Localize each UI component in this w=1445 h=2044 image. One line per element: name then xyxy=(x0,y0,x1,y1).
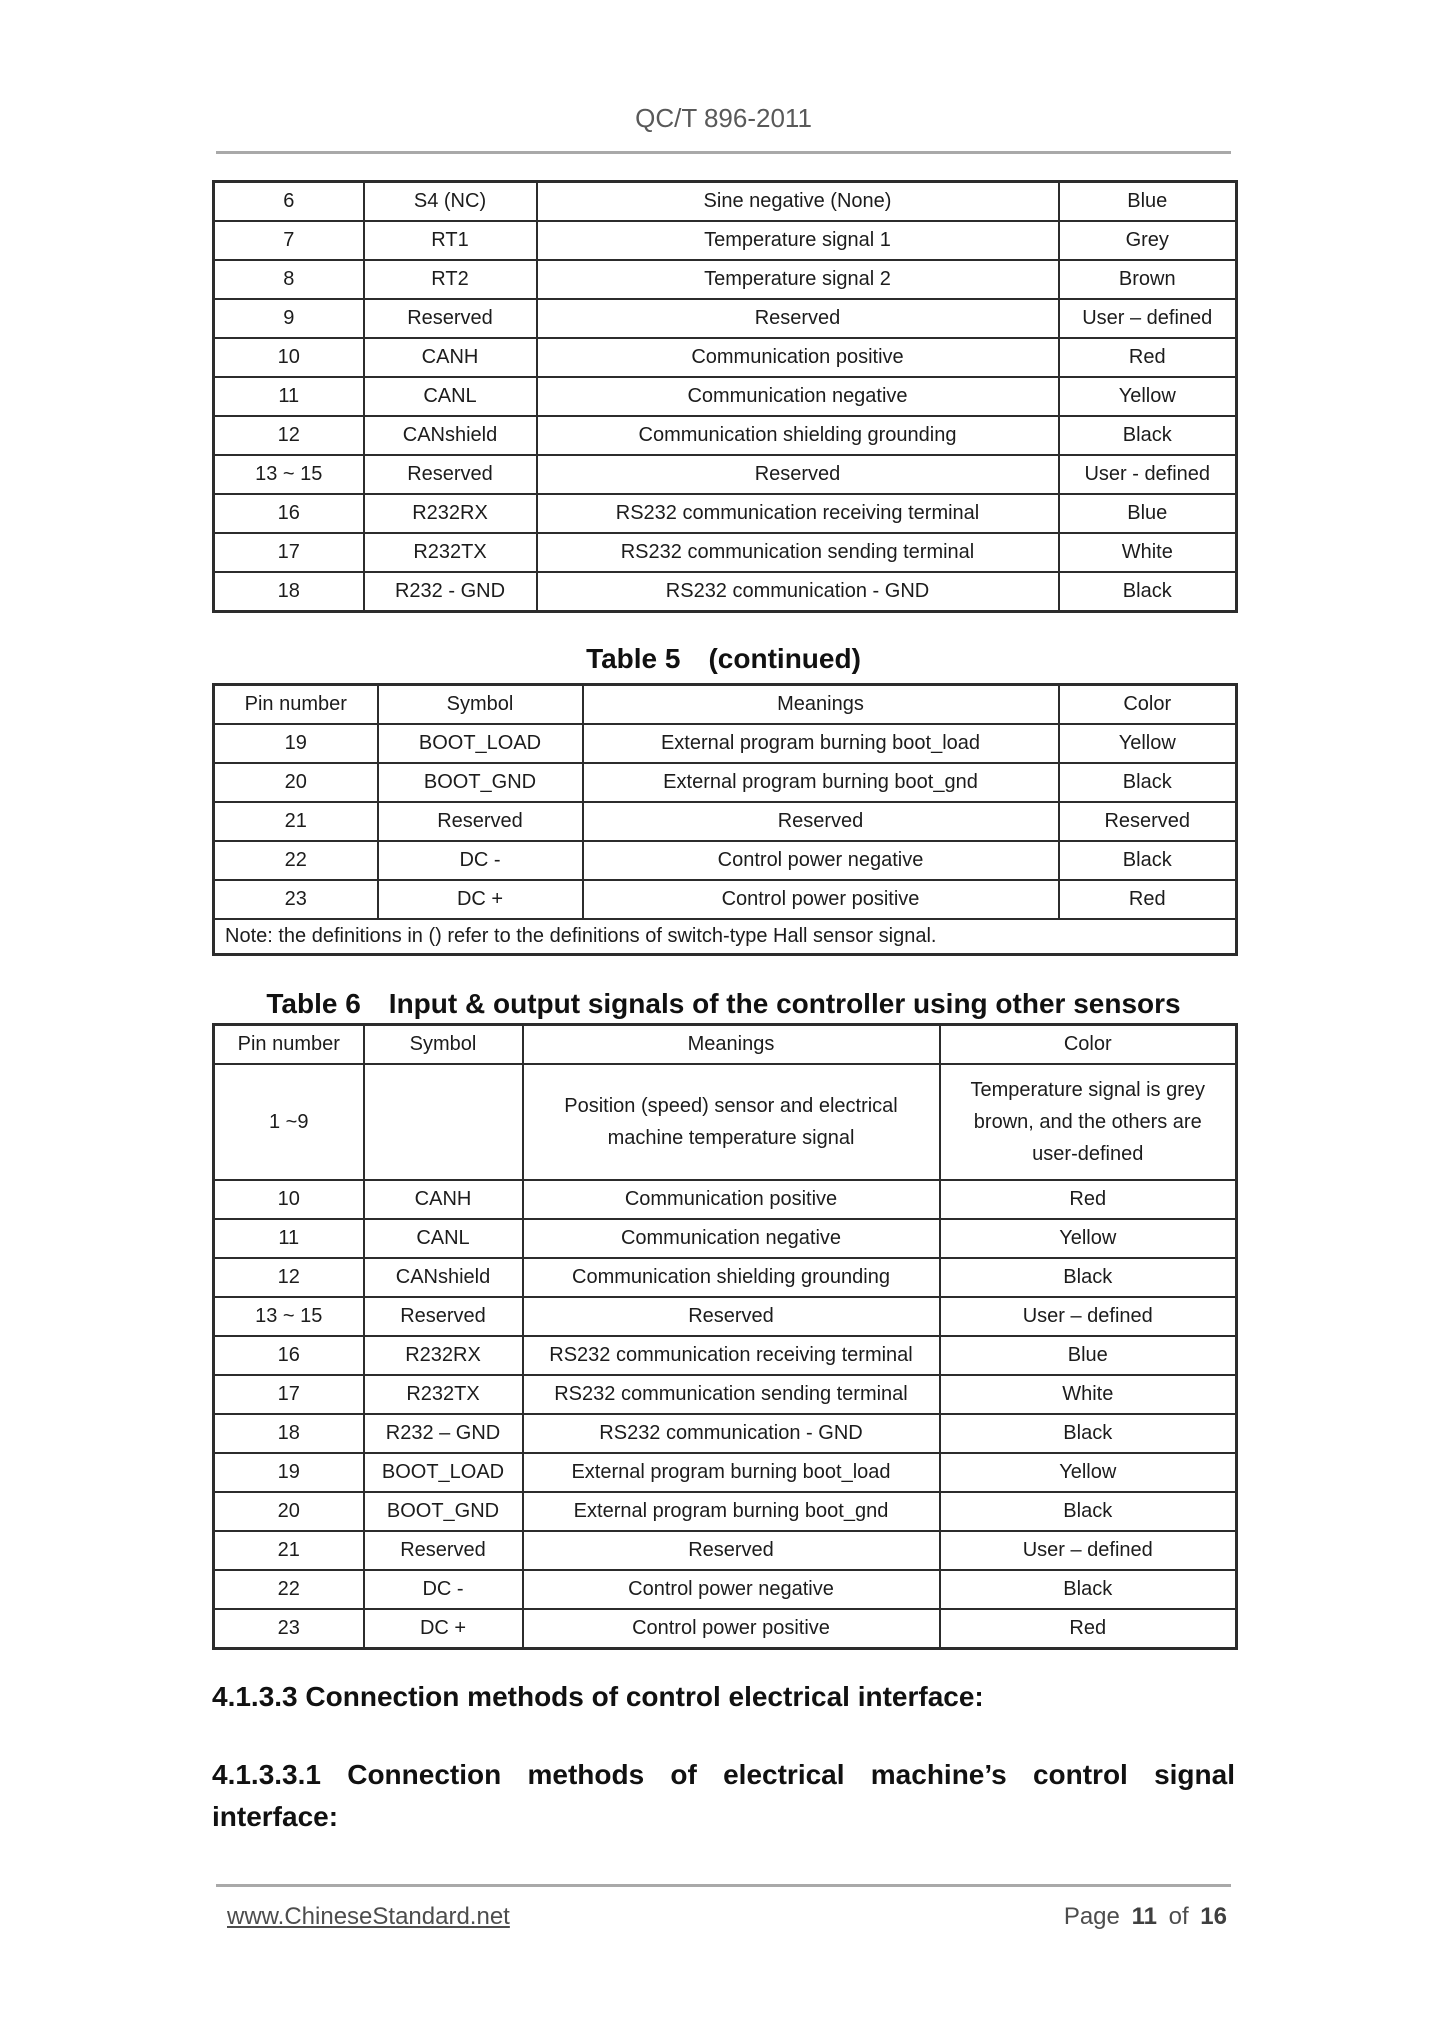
symbol-cell: RT1 xyxy=(364,221,537,260)
color-cell: User – defined xyxy=(940,1531,1237,1570)
symbol-cell: CANL xyxy=(364,377,537,416)
meaning-cell: Temperature signal 1 xyxy=(537,221,1059,260)
pin-cell: 23 xyxy=(214,880,378,919)
meaning-cell: External program burning boot_gnd xyxy=(583,763,1059,802)
table-row xyxy=(214,763,1237,802)
symbol-header: Symbol xyxy=(378,685,583,725)
table-row xyxy=(214,533,1237,572)
meaning-cell: Reserved xyxy=(583,802,1059,841)
pin-cell: 12 xyxy=(214,416,364,455)
meaning-cell: Sine negative (None) xyxy=(537,182,1059,222)
symbol-cell: R232 - GND xyxy=(364,572,537,612)
pin-cell: 17 xyxy=(214,1375,364,1414)
table-row xyxy=(214,572,1237,612)
pin-cell: 8 xyxy=(214,260,364,299)
color-cell: Blue xyxy=(940,1336,1237,1375)
meaning-cell: Communication negative xyxy=(537,377,1059,416)
heading-signal-interface-line1: 4.1.3.3.1 Connection methods of electrical machine’s control signal xyxy=(212,1759,1235,1790)
pin-cell: 22 xyxy=(214,1570,364,1609)
meaning-cell: Reserved xyxy=(523,1297,940,1336)
symbol-cell: R232TX xyxy=(364,533,537,572)
footer-page-indicator xyxy=(1064,1903,1227,1931)
table5-title-label: Table 5 xyxy=(586,643,681,674)
meaning-cell: Control power positive xyxy=(583,880,1059,919)
meaning-cell: External program burning boot_load xyxy=(523,1453,940,1492)
table6-title xyxy=(212,988,1235,1020)
color-cell: Temperature signal is grey brown, and the others are user-defined xyxy=(940,1064,1237,1180)
pin-cell: 7 xyxy=(214,221,364,260)
symbol-cell: Reserved xyxy=(364,1531,523,1570)
color-cell: Yellow xyxy=(1059,377,1237,416)
pin-cell: 19 xyxy=(214,1453,364,1492)
color-cell: White xyxy=(1059,533,1237,572)
meaning-cell: External program burning boot_load xyxy=(583,724,1059,763)
table-row xyxy=(214,377,1237,416)
symbol-cell: Reserved xyxy=(364,1297,523,1336)
table-row xyxy=(214,338,1237,377)
meaning-cell: RS232 communication sending terminal xyxy=(523,1375,940,1414)
symbol-cell: R232 – GND xyxy=(364,1414,523,1453)
table-row xyxy=(214,1531,1237,1570)
symbol-cell: BOOT_GND xyxy=(364,1492,523,1531)
pin-cell: 20 xyxy=(214,763,378,802)
table-row xyxy=(214,1219,1237,1258)
color-cell: Black xyxy=(1059,841,1237,880)
table-row xyxy=(214,1375,1237,1414)
meaning-cell: Reserved xyxy=(537,455,1059,494)
table6-title-label: Table 6 xyxy=(266,988,361,1019)
table-row xyxy=(214,1414,1237,1453)
meaning-cell: Control power negative xyxy=(583,841,1059,880)
color-cell: Grey xyxy=(1059,221,1237,260)
heading-signal-interface xyxy=(212,1754,1235,1838)
meaning-cell: Communication positive xyxy=(537,338,1059,377)
color-cell: Reserved xyxy=(1059,802,1237,841)
meaning-cell: External program burning boot_gnd xyxy=(523,1492,940,1531)
color-cell: Black xyxy=(940,1492,1237,1531)
color-cell: Black xyxy=(1059,572,1237,612)
pin-cell: 10 xyxy=(214,1180,364,1219)
pin-cell: 22 xyxy=(214,841,378,880)
table-row xyxy=(214,1609,1237,1649)
table-row xyxy=(214,221,1237,260)
meaning-header: Meanings xyxy=(583,685,1059,725)
symbol-cell: DC + xyxy=(364,1609,523,1649)
pin-header: Pin number xyxy=(214,685,378,725)
meaning-cell: RS232 communication receiving terminal xyxy=(537,494,1059,533)
table6-title-text: Input & output signals of the controller using other sensors xyxy=(388,988,1181,1019)
pin-cell: 17 xyxy=(214,533,364,572)
table-row xyxy=(214,1336,1237,1375)
table-row xyxy=(214,1570,1237,1609)
table-row xyxy=(214,1492,1237,1531)
meaning-cell: RS232 communication - GND xyxy=(537,572,1059,612)
pin-cell: 1 ~9 xyxy=(214,1064,364,1180)
color-header: Color xyxy=(940,1025,1237,1065)
symbol-header: Symbol xyxy=(364,1025,523,1065)
page-footer xyxy=(227,1903,1227,1931)
table-note-row xyxy=(214,919,1237,955)
table5-title-suffix: (continued) xyxy=(708,643,861,674)
pin-cell: 18 xyxy=(214,1414,364,1453)
color-cell: Black xyxy=(1059,763,1237,802)
pin-cell: 21 xyxy=(214,802,378,841)
color-cell: White xyxy=(940,1375,1237,1414)
color-cell: Yellow xyxy=(940,1453,1237,1492)
table5-continuation-top xyxy=(212,180,1238,613)
pin-cell: 21 xyxy=(214,1531,364,1570)
meaning-cell: Communication shielding grounding xyxy=(537,416,1059,455)
symbol-cell: RT2 xyxy=(364,260,537,299)
pin-cell: 23 xyxy=(214,1609,364,1649)
pin-cell: 16 xyxy=(214,494,364,533)
color-cell: Yellow xyxy=(940,1219,1237,1258)
color-cell: Red xyxy=(1059,880,1237,919)
pin-cell: 11 xyxy=(214,377,364,416)
pin-cell: 13 ~ 15 xyxy=(214,455,364,494)
header-rule xyxy=(216,151,1231,154)
table-row xyxy=(214,182,1237,222)
table-header-row xyxy=(214,685,1237,725)
color-cell: Black xyxy=(940,1258,1237,1297)
table-row xyxy=(214,724,1237,763)
color-cell: Red xyxy=(1059,338,1237,377)
symbol-cell: CANshield xyxy=(364,416,537,455)
pin-cell: 19 xyxy=(214,724,378,763)
symbol-cell: R232RX xyxy=(364,1336,523,1375)
table-row xyxy=(214,416,1237,455)
meaning-cell: Temperature signal 2 xyxy=(537,260,1059,299)
doc-header-title: QC/T 896-2011 xyxy=(635,103,812,133)
symbol-cell: DC + xyxy=(378,880,583,919)
heading-signal-interface-line2: interface: xyxy=(212,1801,339,1832)
footer-rule xyxy=(216,1884,1231,1887)
pin-cell: 10 xyxy=(214,338,364,377)
symbol-cell xyxy=(364,1064,523,1180)
meaning-cell: Communication negative xyxy=(523,1219,940,1258)
table-row xyxy=(214,880,1237,919)
symbol-cell: Reserved xyxy=(364,455,537,494)
color-cell: Blue xyxy=(1059,494,1237,533)
pin-header: Pin number xyxy=(214,1025,364,1065)
footer-of-word: of xyxy=(1168,1903,1189,1930)
meaning-cell: Communication positive xyxy=(523,1180,940,1219)
footer-page-number: 11 xyxy=(1131,1903,1157,1930)
table-row xyxy=(214,1297,1237,1336)
footer-page-total: 16 xyxy=(1200,1903,1227,1930)
footer-site-link[interactable]: www.ChineseStandard.net xyxy=(227,1903,510,1930)
symbol-cell: Reserved xyxy=(378,802,583,841)
heading-connection-methods: 4.1.3.3 Connection methods of control electrical interface: xyxy=(212,1681,984,1712)
meaning-header: Meanings xyxy=(523,1025,940,1065)
table-row xyxy=(214,455,1237,494)
color-cell: User – defined xyxy=(1059,299,1237,338)
table-header-row xyxy=(214,1025,1237,1065)
meaning-cell: Reserved xyxy=(537,299,1059,338)
symbol-cell: BOOT_LOAD xyxy=(364,1453,523,1492)
symbol-cell: CANshield xyxy=(364,1258,523,1297)
color-cell: User - defined xyxy=(1059,455,1237,494)
meaning-cell: Control power negative xyxy=(523,1570,940,1609)
color-cell: Black xyxy=(940,1570,1237,1609)
symbol-cell: BOOT_LOAD xyxy=(378,724,583,763)
table5-continued xyxy=(212,683,1238,956)
symbol-cell: Reserved xyxy=(364,299,537,338)
symbol-cell: S4 (NC) xyxy=(364,182,537,222)
color-header: Color xyxy=(1059,685,1237,725)
table5-title xyxy=(212,643,1235,675)
meaning-cell: RS232 communication - GND xyxy=(523,1414,940,1453)
meaning-cell: RS232 communication receiving terminal xyxy=(523,1336,940,1375)
pin-cell: 6 xyxy=(214,182,364,222)
color-cell: Red xyxy=(940,1609,1237,1649)
color-cell: Black xyxy=(1059,416,1237,455)
symbol-cell: CANH xyxy=(364,338,537,377)
meaning-cell: Position (speed) sensor and electrical machine temperature signal xyxy=(523,1064,940,1180)
table-row xyxy=(214,1180,1237,1219)
color-cell: Black xyxy=(940,1414,1237,1453)
table-row xyxy=(214,1258,1237,1297)
symbol-cell: DC - xyxy=(378,841,583,880)
meaning-cell: Reserved xyxy=(523,1531,940,1570)
meaning-cell: Control power positive xyxy=(523,1609,940,1649)
color-cell: Blue xyxy=(1059,182,1237,222)
pin-cell: 16 xyxy=(214,1336,364,1375)
table-row xyxy=(214,260,1237,299)
table-row xyxy=(214,1064,1237,1180)
pin-cell: 12 xyxy=(214,1258,364,1297)
pin-cell: 20 xyxy=(214,1492,364,1531)
table-row xyxy=(214,802,1237,841)
meaning-cell: Communication shielding grounding xyxy=(523,1258,940,1297)
symbol-cell: CANH xyxy=(364,1180,523,1219)
table-row xyxy=(214,299,1237,338)
pin-cell: 9 xyxy=(214,299,364,338)
color-cell: Yellow xyxy=(1059,724,1237,763)
symbol-cell: DC - xyxy=(364,1570,523,1609)
pin-cell: 11 xyxy=(214,1219,364,1258)
color-cell: Brown xyxy=(1059,260,1237,299)
pin-cell: 13 ~ 15 xyxy=(214,1297,364,1336)
table-row xyxy=(214,1453,1237,1492)
table6 xyxy=(212,1023,1238,1650)
symbol-cell: R232RX xyxy=(364,494,537,533)
symbol-cell: BOOT_GND xyxy=(378,763,583,802)
symbol-cell: CANL xyxy=(364,1219,523,1258)
color-cell: User – defined xyxy=(940,1297,1237,1336)
symbol-cell: R232TX xyxy=(364,1375,523,1414)
color-cell: Red xyxy=(940,1180,1237,1219)
table-row xyxy=(214,494,1237,533)
page-content xyxy=(212,0,1235,1838)
table5-note: Note: the definitions in () refer to the definitions of switch-type Hall sensor signal. xyxy=(214,919,1237,955)
table-row xyxy=(214,841,1237,880)
meaning-cell: RS232 communication sending terminal xyxy=(537,533,1059,572)
pin-cell: 18 xyxy=(214,572,364,612)
footer-page-word: Page xyxy=(1063,1903,1120,1930)
